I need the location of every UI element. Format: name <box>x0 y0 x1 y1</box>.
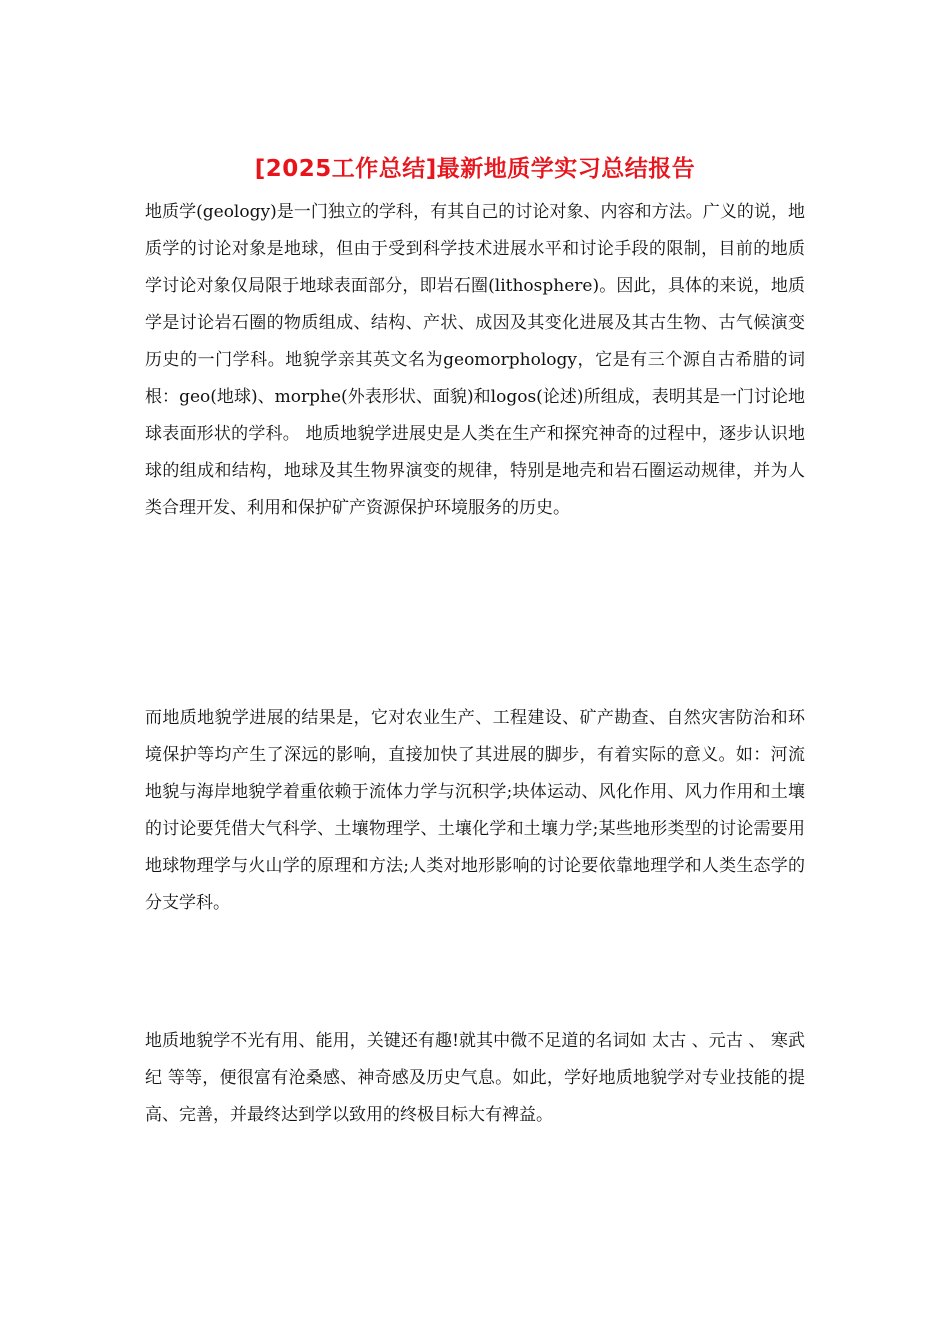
paragraph-2: 而地质地貌学进展的结果是，它对农业生产、工程建设、矿产勘查、自然灾害防治和环境保护等均产生了深远的影响，直接加快了其进展的脚步，有着实际的意义。如：河流地貌与海岸地貌学着重依赖于流体力学与沉积学;块体运动、风化作用、风力作用和土壤的讨论要凭借大气科学、土壤物理学、土壤化学和土壤力学;某些地形类型的讨论需要用地球物理学与火山学的原理和方法;人类对地形影响的讨论要依靠地理学和人类生态学的分支学科。 <box>145 708 805 913</box>
document-title: [2025工作总结]最新地质学实习总结报告 <box>254 156 696 182</box>
paragraph-3: 地质地貌学不光有用、能用，关键还有趣!就其中微不足道的名词如 太古 、元古 、 寒武纪 等等，便很富有沧桑感、神奇感及历史气息。如此，学好地质地貌学对专业技能的提高、完善，并最终达到学以致用的终极目标大有裨益。 <box>145 1031 805 1125</box>
paragraph-1: 地质学(geology)是一门独立的学科，有其自己的讨论对象、内容和方法。广义的说，地质学的讨论对象是地球，但由于受到科学技术进展水平和讨论手段的限制，目前的地质学讨论对象仅局限于地球表面部分，即岩石圈(lithosphere)。因此，具体的来说，地质学是讨论岩石圈的物质组成、结构、产状、成因及其变化进展及其古生物、古气候演变历史的一门学科。地貌学亲其英文名为geomorphology，它是有三个源自古希腊的词根：geo(地球)、morphe(外表形状、面貌)和logos(论述)所组成，表明其是一门讨论地球表面形状的学科。 地质地貌学进展史是人类在生产和探究神奇的过程中，逐步认识地球的组成和结构，地球及其生物界演变的规律，特别是地壳和岩石圈运动规律，并为人类合理开发、利用和保护矿产资源保护环境服务的历史。 <box>145 202 805 518</box>
